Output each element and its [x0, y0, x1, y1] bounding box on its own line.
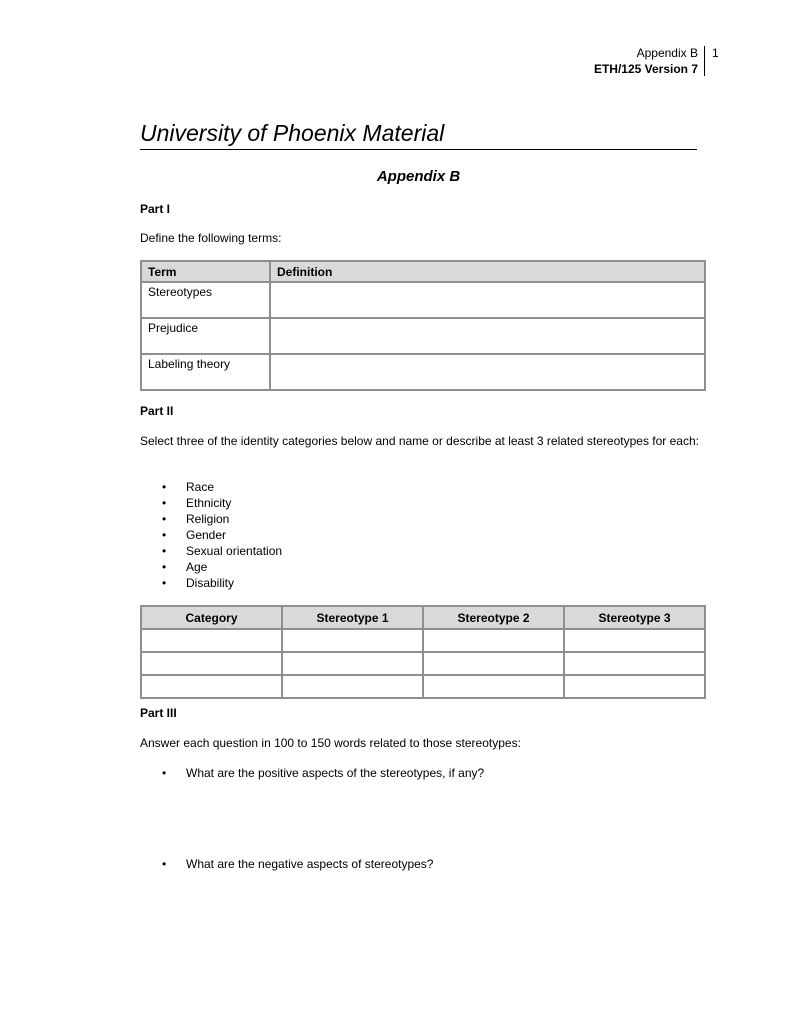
- terms-table-header-row: [141, 261, 705, 282]
- bullet-icon: •: [162, 857, 167, 871]
- header-divider: [704, 46, 705, 76]
- list-item: • Sexual orientation: [162, 544, 283, 558]
- list-item: • Religion: [162, 512, 230, 526]
- header-course-version: ETH/125 Version 7: [593, 62, 698, 76]
- term-column-header: Term: [141, 261, 270, 282]
- list-item: • Age: [162, 560, 208, 574]
- term-cell: Stereotypes: [141, 282, 270, 318]
- definition-cell[interactable]: [270, 354, 705, 390]
- part2-heading: Part II: [140, 404, 174, 418]
- term-cell: Labeling theory: [141, 354, 270, 390]
- table-cell[interactable]: [141, 652, 282, 675]
- list-item: • Race: [162, 480, 215, 494]
- term-cell: Prejudice: [141, 318, 270, 354]
- part1-heading: Part I: [140, 202, 171, 216]
- part2-instruction: Select three of the identity categories below and name or describe at least 3 related stereotypes for each:: [140, 434, 699, 448]
- table-cell[interactable]: [423, 629, 564, 652]
- table-cell[interactable]: [282, 629, 423, 652]
- list-item: • Gender: [162, 528, 227, 542]
- stereotype-table-header-row: [141, 606, 705, 629]
- table-row: [141, 354, 705, 390]
- page-number: 1: [712, 46, 719, 60]
- table-cell[interactable]: [564, 675, 705, 698]
- bullet-icon: •: [162, 512, 167, 526]
- appendix-heading: Appendix B: [376, 168, 461, 185]
- stereotype3-column-header: Stereotype 3: [564, 606, 705, 629]
- table-row: [141, 629, 705, 652]
- bullet-icon: •: [162, 496, 167, 510]
- table-cell[interactable]: [141, 629, 282, 652]
- table-cell[interactable]: [423, 675, 564, 698]
- bullet-icon: •: [162, 560, 167, 574]
- definition-column-header: Definition: [270, 261, 705, 282]
- terms-table: [140, 260, 706, 391]
- list-item: • Ethnicity: [162, 496, 232, 510]
- question-list-2: [140, 856, 433, 872]
- header-appendix-label: Appendix B: [636, 46, 698, 60]
- document-title: University of Phoenix Material: [140, 118, 697, 150]
- table-cell[interactable]: [564, 629, 705, 652]
- stereotype2-column-header: Stereotype 2: [423, 606, 564, 629]
- definition-cell[interactable]: [270, 282, 705, 318]
- table-cell[interactable]: [564, 652, 705, 675]
- table-row: [141, 282, 705, 318]
- bullet-icon: •: [162, 576, 167, 590]
- stereotype-table: [140, 605, 706, 699]
- list-item: • Disability: [162, 576, 235, 590]
- question-list-1: [140, 765, 484, 781]
- stereotype1-column-header: Stereotype 1: [282, 606, 423, 629]
- part3-instruction: Answer each question in 100 to 150 words related to those stereotypes:: [140, 736, 521, 750]
- table-cell[interactable]: [141, 675, 282, 698]
- table-row: [141, 652, 705, 675]
- table-cell[interactable]: [282, 652, 423, 675]
- bullet-icon: •: [162, 528, 167, 542]
- category-column-header: Category: [141, 606, 282, 629]
- table-row: [141, 318, 705, 354]
- bullet-icon: •: [162, 766, 167, 780]
- identity-category-list: [140, 479, 282, 591]
- list-item: • What are the negative aspects of stereotypes?: [162, 857, 434, 871]
- table-cell[interactable]: [282, 675, 423, 698]
- running-header: [594, 45, 698, 77]
- bullet-icon: •: [162, 544, 167, 558]
- bullet-icon: •: [162, 480, 167, 494]
- table-cell[interactable]: [423, 652, 564, 675]
- table-row: [141, 675, 705, 698]
- part1-instruction: Define the following terms:: [140, 231, 282, 245]
- definition-cell[interactable]: [270, 318, 705, 354]
- part3-heading: Part III: [140, 706, 177, 720]
- list-item: • What are the positive aspects of the stereotypes, if any?: [162, 766, 485, 780]
